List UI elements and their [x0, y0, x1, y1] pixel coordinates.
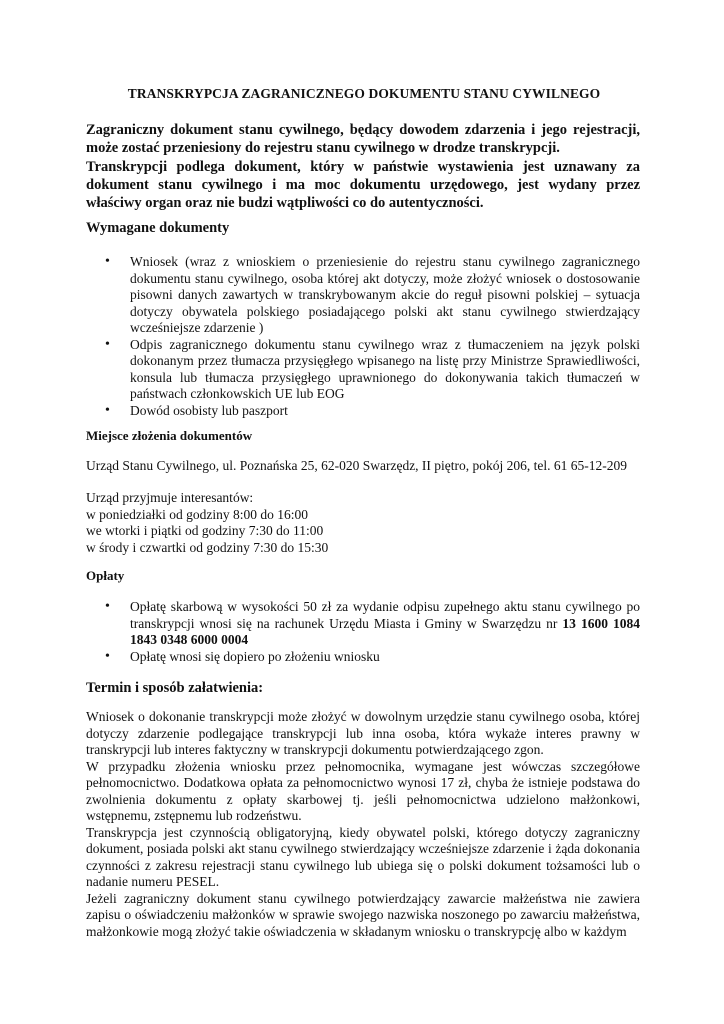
office-hours-line: we wtorki i piątki od godziny 7:30 do 11:00	[86, 523, 324, 538]
submission-place-heading: Miejsce złożenia dokumentów	[86, 428, 253, 443]
fees-heading: Opłaty	[86, 568, 125, 583]
term-paragraph: W przypadku złożenia wniosku przez pełnomocnika, wymagane jest wówczas szczegółowe pełnomocnictwo. Dodatkowa opłata za pełnomocnictwo wynosi 17 zł, chyba że istnieje podstawa do zwolnienia dokumentu z opłaty skarbowej tj. jeśli pełnomocnictwa udzielono małżonkowi, wstępnemu, zstępnemu lub rodzeństwu.	[86, 758, 640, 823]
intro-section	[86, 121, 640, 212]
term-paragraph: Jeżeli zagraniczny dokument stanu cywilnego potwierdzający zawarcie małżeństwa nie zawiera zapisu o oświadczeniu małżonków w sprawie swojego nazwiska noszonego po zawarciu małżeństwa, małżonkowie mogą złożyć takie oświadczenia w składanym wniosku o transkrypcję albo w każdym	[86, 890, 640, 939]
bank-account-number: 13 1600 1084 1843 0348 6000 0004	[130, 615, 640, 647]
term-heading: Termin i sposób załatwienia:	[86, 680, 264, 696]
term-paragraph: Transkrypcja jest czynnością obligatoryjną, kiedy obywatel polski, którego dotyczy zagraniczny dokument, posiada polski akt stanu cywilnego stwierdzający wcześniejsze zdarzenie i żąda dokonania czynności z zakresu rejestracji stanu cywilnego lub ubiega się o polski dokument tożsamości lub o nadanie numeru PESEL.	[86, 824, 640, 889]
office-hours-intro: Urząd przyjmuje interesantów:	[86, 490, 254, 505]
office-address: Urząd Stanu Cywilnego, ul. Poznańska 25, 62-020 Swarzędz, II piętro, pokój 206, tel. 61 65-12-209	[86, 458, 628, 473]
office-hours-line: w środy i czwartki od godziny 7:30 do 15:30	[86, 539, 329, 555]
fee-text: Opłatę skarbową w wysokości 50 zł za wydanie odpisu zupełnego aktu stanu cywilnego po transkrypcji wnosi się na rachunek Urzędu Miasta i Gminy w Swarzędzu nr	[130, 599, 640, 631]
term-paragraph: Wniosek o dokonanie transkrypcji może złożyć w dowolnym urzędzie stanu cywilnego osoba, której dotyczy zdarzenie podlegające transkrypcji lub inna osoba, która wykaże interes prawny w transkrypcji lub interes faktyczny w transkrypcji dokumentu potwierdzającego zgon.	[86, 709, 640, 757]
fees-list	[86, 599, 640, 665]
list-item	[86, 599, 640, 649]
list-item: • Wniosek (wraz z wnioskiem o przeniesienie do rejestru stanu cywilnego zagranicznego dokumentu stanu cywilnego, osoba której akt dotyczy, może złożyć wniosek o dostosowanie pisowni danych zawartych w transkrybowanym akcie do reguł pisowni polskiej – sytuacja dotyczy obywatela polskiego posiadającego polski akt stanu cywilnego stwierdzający wcześniejsze zdarzenie )	[86, 254, 640, 337]
intro-paragraph: Zagraniczny dokument stanu cywilnego, będący dowodem zdarzenia i jego rejestracji, może zostać przeniesiony do rejestru stanu cywilnego w drodze transkrypcji.	[86, 122, 640, 157]
office-hours-line: w poniedziałki od godziny 8:00 do 16:00	[86, 506, 308, 522]
term-body	[86, 709, 640, 940]
required-documents-list	[86, 254, 640, 419]
office-hours	[86, 490, 640, 556]
list-item: • Dowód osobisty lub paszport	[86, 403, 640, 420]
list-item: • Opłatę wnosi się dopiero po złożeniu wniosku	[86, 649, 640, 666]
intro-paragraph: Transkrypcji podlega dokument, który w państwie wystawienia jest uznawany za dokument stanu cywilnego i ma moc dokumentu urzędowego, jest wydany przez właściwy organ oraz nie budzi wątpliwości co do autentyczności.	[86, 158, 640, 212]
required-documents-heading: Wymagane dokumenty	[86, 220, 230, 236]
list-item: • Odpis zagranicznego dokumentu stanu cywilnego wraz z tłumaczeniem na język polski dokonanym przez tłumacza przysięgłego wpisanego na listę przy Ministrze Sprawiedliwości, konsula lub tłumacza przysięgłego uprawnionego do dokonywania takich tłumaczeń w państwach członkowskich UE lub EOG	[86, 337, 640, 403]
page-title: TRANSKRYPCJA ZAGRANICZNEGO DOKUMENTU STANU CYWILNEGO	[127, 86, 601, 101]
